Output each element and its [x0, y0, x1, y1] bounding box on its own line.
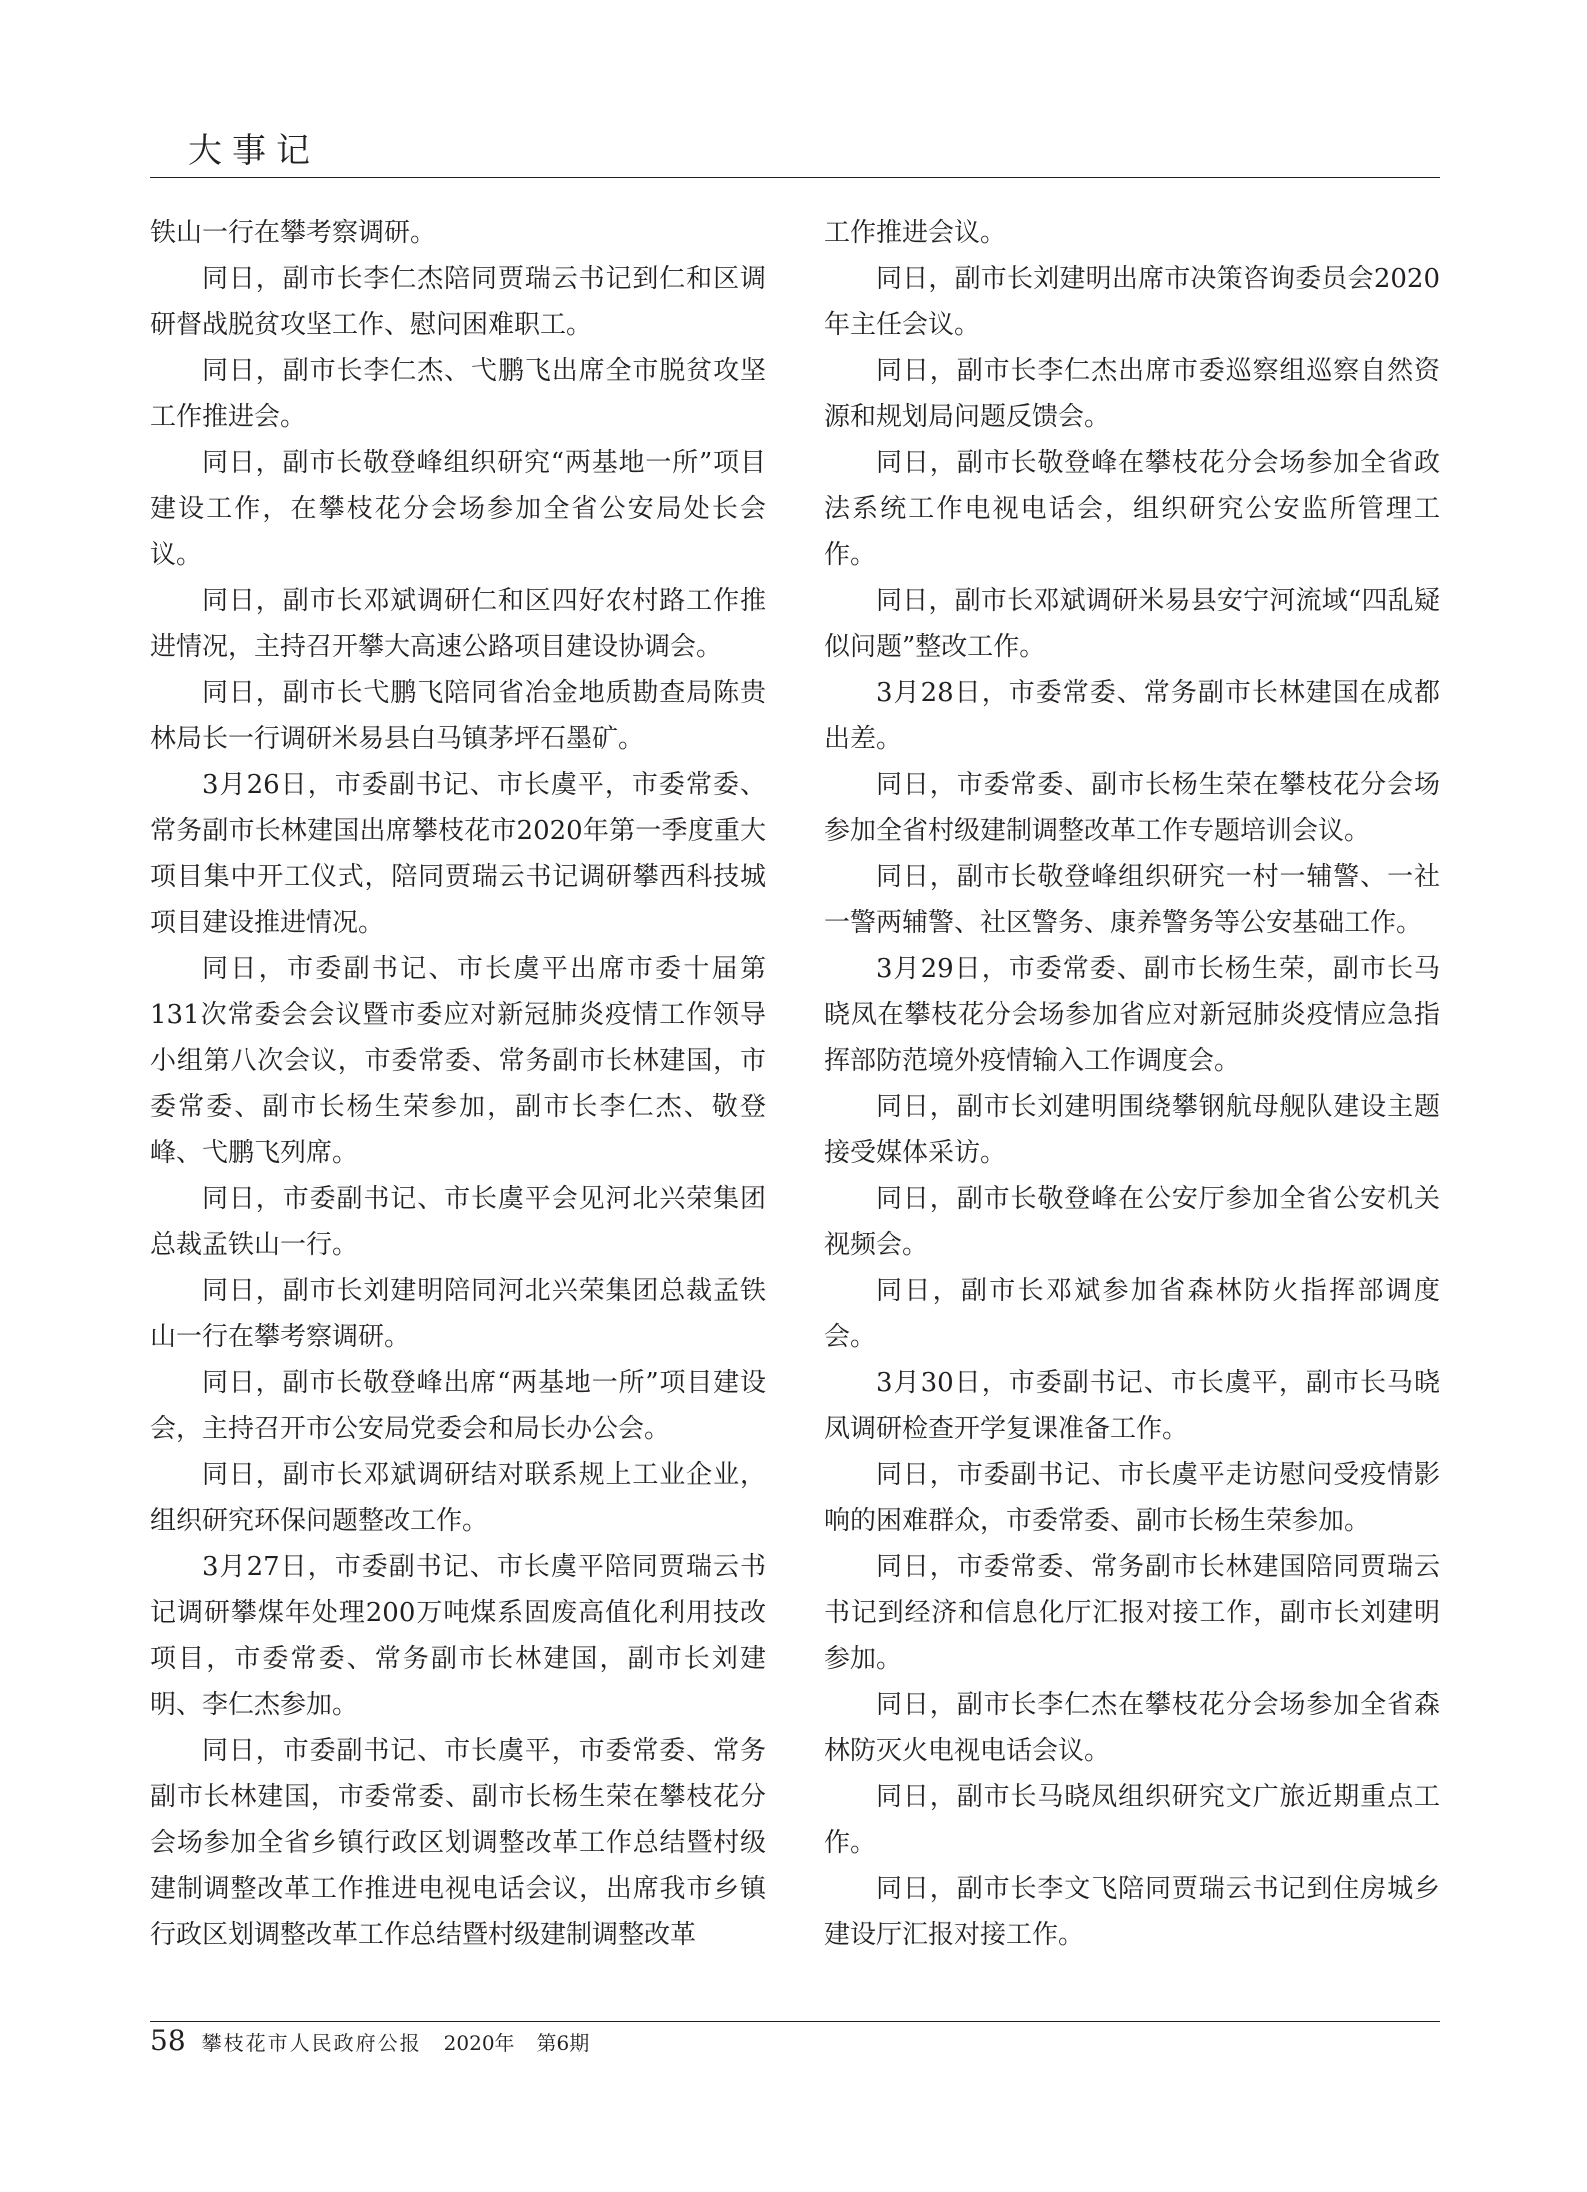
news-paragraph: 同日，副市长李仁杰陪同贾瑞云书记到仁和区调研督战脱贫攻坚工作、慰问困难职工。 [150, 264, 766, 340]
news-paragraph: 3月27日，市委副书记、市长虞平陪同贾瑞云书记调研攀煤年处理200万吨煤系固废高值化利用技改项目，市委常委、常务副市长林建国，副市长刘建明、李仁杰参加。 [150, 1552, 766, 1720]
news-paragraph: 同日，副市长敬登峰出席“两基地一所”项目建设会，主持召开市公安局党委会和局长办公会。 [150, 1368, 766, 1444]
page-footer [150, 2021, 1440, 2057]
news-paragraph: 同日，副市长敬登峰在攀枝花分会场参加全省政法系统工作电视电话会，组织研究公安监所管理工作。 [824, 448, 1440, 570]
news-paragraph: 同日，市委副书记、市长虞平会见河北兴荣集团总裁孟铁山一行。 [150, 1184, 766, 1260]
publication-year: 2020年 [443, 2031, 515, 2055]
news-paragraph: 铁山一行在攀考察调研。 [150, 218, 437, 248]
left-column [150, 210, 766, 2010]
footer-line [150, 2024, 1440, 2057]
news-paragraph: 3月28日，市委常委、常务副市长林建国在成都出差。 [824, 678, 1440, 754]
news-paragraph: 同日，副市长李文飞陪同贾瑞云书记到住房城乡建设厅汇报对接工作。 [824, 1874, 1440, 1950]
publication-issue: 第6期 [536, 2031, 590, 2055]
news-paragraph: 同日，副市长邓斌调研米易县安宁河流域“四乱疑似问题”整改工作。 [824, 586, 1440, 662]
page-number: 58 [150, 2024, 186, 2057]
news-paragraph: 同日，副市长邓斌参加省森林防火指挥部调度会。 [824, 1276, 1440, 1352]
news-paragraph: 3月30日，市委副书记、市长虞平，副市长马晓凤调研检查开学复课准备工作。 [824, 1368, 1440, 1444]
news-paragraph: 同日，市委常委、常务副市长林建国陪同贾瑞云书记到经济和信息化厅汇报对接工作，副市长刘建明参加。 [824, 1552, 1440, 1674]
news-paragraph: 3月29日，市委常委、副市长杨生荣，副市长马晓凤在攀枝花分会场参加省应对新冠肺炎疫情应急指挥部防范境外疫情输入工作调度会。 [824, 954, 1440, 1076]
page-header [150, 128, 1440, 178]
news-paragraph: 同日，副市长李仁杰、弋鹏飞出席全市脱贫攻坚工作推进会。 [150, 356, 766, 432]
news-paragraph: 同日，副市长刘建明出席市决策咨询委员会2020年主任会议。 [824, 264, 1440, 340]
news-paragraph: 同日，市委副书记、市长虞平走访慰问受疫情影响的困难群众，市委常委、副市长杨生荣参加。 [824, 1460, 1440, 1536]
section-title: 大事记 [188, 131, 320, 171]
publication-name: 攀枝花市人民政府公报 [201, 2031, 422, 2055]
news-paragraph: 同日，市委副书记、市长虞平出席市委十届第131次常委会会议暨市委应对新冠肺炎疫情工作领导小组第八次会议，市委常委、常务副市长林建国，市委常委、副市长杨生荣参加，副市长李仁杰、敬登峰、弋鹏飞列席。 [150, 954, 766, 1168]
news-paragraph: 同日，副市长刘建明陪同河北兴荣集团总裁孟铁山一行在攀考察调研。 [150, 1276, 766, 1352]
news-paragraph: 3月26日，市委副书记、市长虞平，市委常委、常务副市长林建国出席攀枝花市2020年第一季度重大项目集中开工仪式，陪同贾瑞云书记调研攀西科技城项目建设推进情况。 [150, 770, 766, 938]
news-paragraph: 同日，副市长弋鹏飞陪同省冶金地质勘查局陈贵林局长一行调研米易县白马镇茅坪石墨矿。 [150, 678, 766, 754]
news-paragraph: 同日，市委副书记、市长虞平，市委常委、常务副市长林建国，市委常委、副市长杨生荣在攀枝花分会场参加全省乡镇行政区划调整改革工作总结暨村级建制调整改革工作推进电视电话会议，出席我市乡镇行政区划调整改革工作总结暨村级建制调整改革 [150, 1736, 766, 1950]
news-paragraph: 同日，副市长敬登峰在公安厅参加全省公安机关视频会。 [824, 1184, 1440, 1260]
news-paragraph: 同日，副市长敬登峰组织研究“两基地一所”项目建设工作，在攀枝花分会场参加全省公安局处长会议。 [150, 448, 766, 570]
header-divider [150, 177, 1440, 178]
news-paragraph: 同日，副市长李仁杰出席市委巡察组巡察自然资源和规划局问题反馈会。 [824, 356, 1440, 432]
right-column [824, 210, 1440, 2010]
news-paragraph: 同日，副市长敬登峰组织研究一村一辅警、一社一警两辅警、社区警务、康养警务等公安基础工作。 [824, 862, 1440, 938]
footer-divider [150, 2021, 1440, 2022]
news-paragraph: 工作推进会议。 [824, 218, 1007, 248]
news-paragraph: 同日，副市长马晓凤组织研究文广旅近期重点工作。 [824, 1782, 1440, 1858]
news-paragraph: 同日，副市长李仁杰在攀枝花分会场参加全省森林防灭火电视电话会议。 [824, 1690, 1440, 1766]
news-paragraph: 同日，副市长邓斌调研结对联系规上工业企业，组织研究环保问题整改工作。 [150, 1460, 766, 1536]
news-paragraph: 同日，副市长刘建明围绕攀钢航母舰队建设主题接受媒体采访。 [824, 1092, 1440, 1168]
news-paragraph: 同日，副市长邓斌调研仁和区四好农村路工作推进情况，主持召开攀大高速公路项目建设协调会。 [150, 586, 766, 662]
news-paragraph: 同日，市委常委、副市长杨生荣在攀枝花分会场参加全省村级建制调整改革工作专题培训会议。 [824, 770, 1440, 846]
